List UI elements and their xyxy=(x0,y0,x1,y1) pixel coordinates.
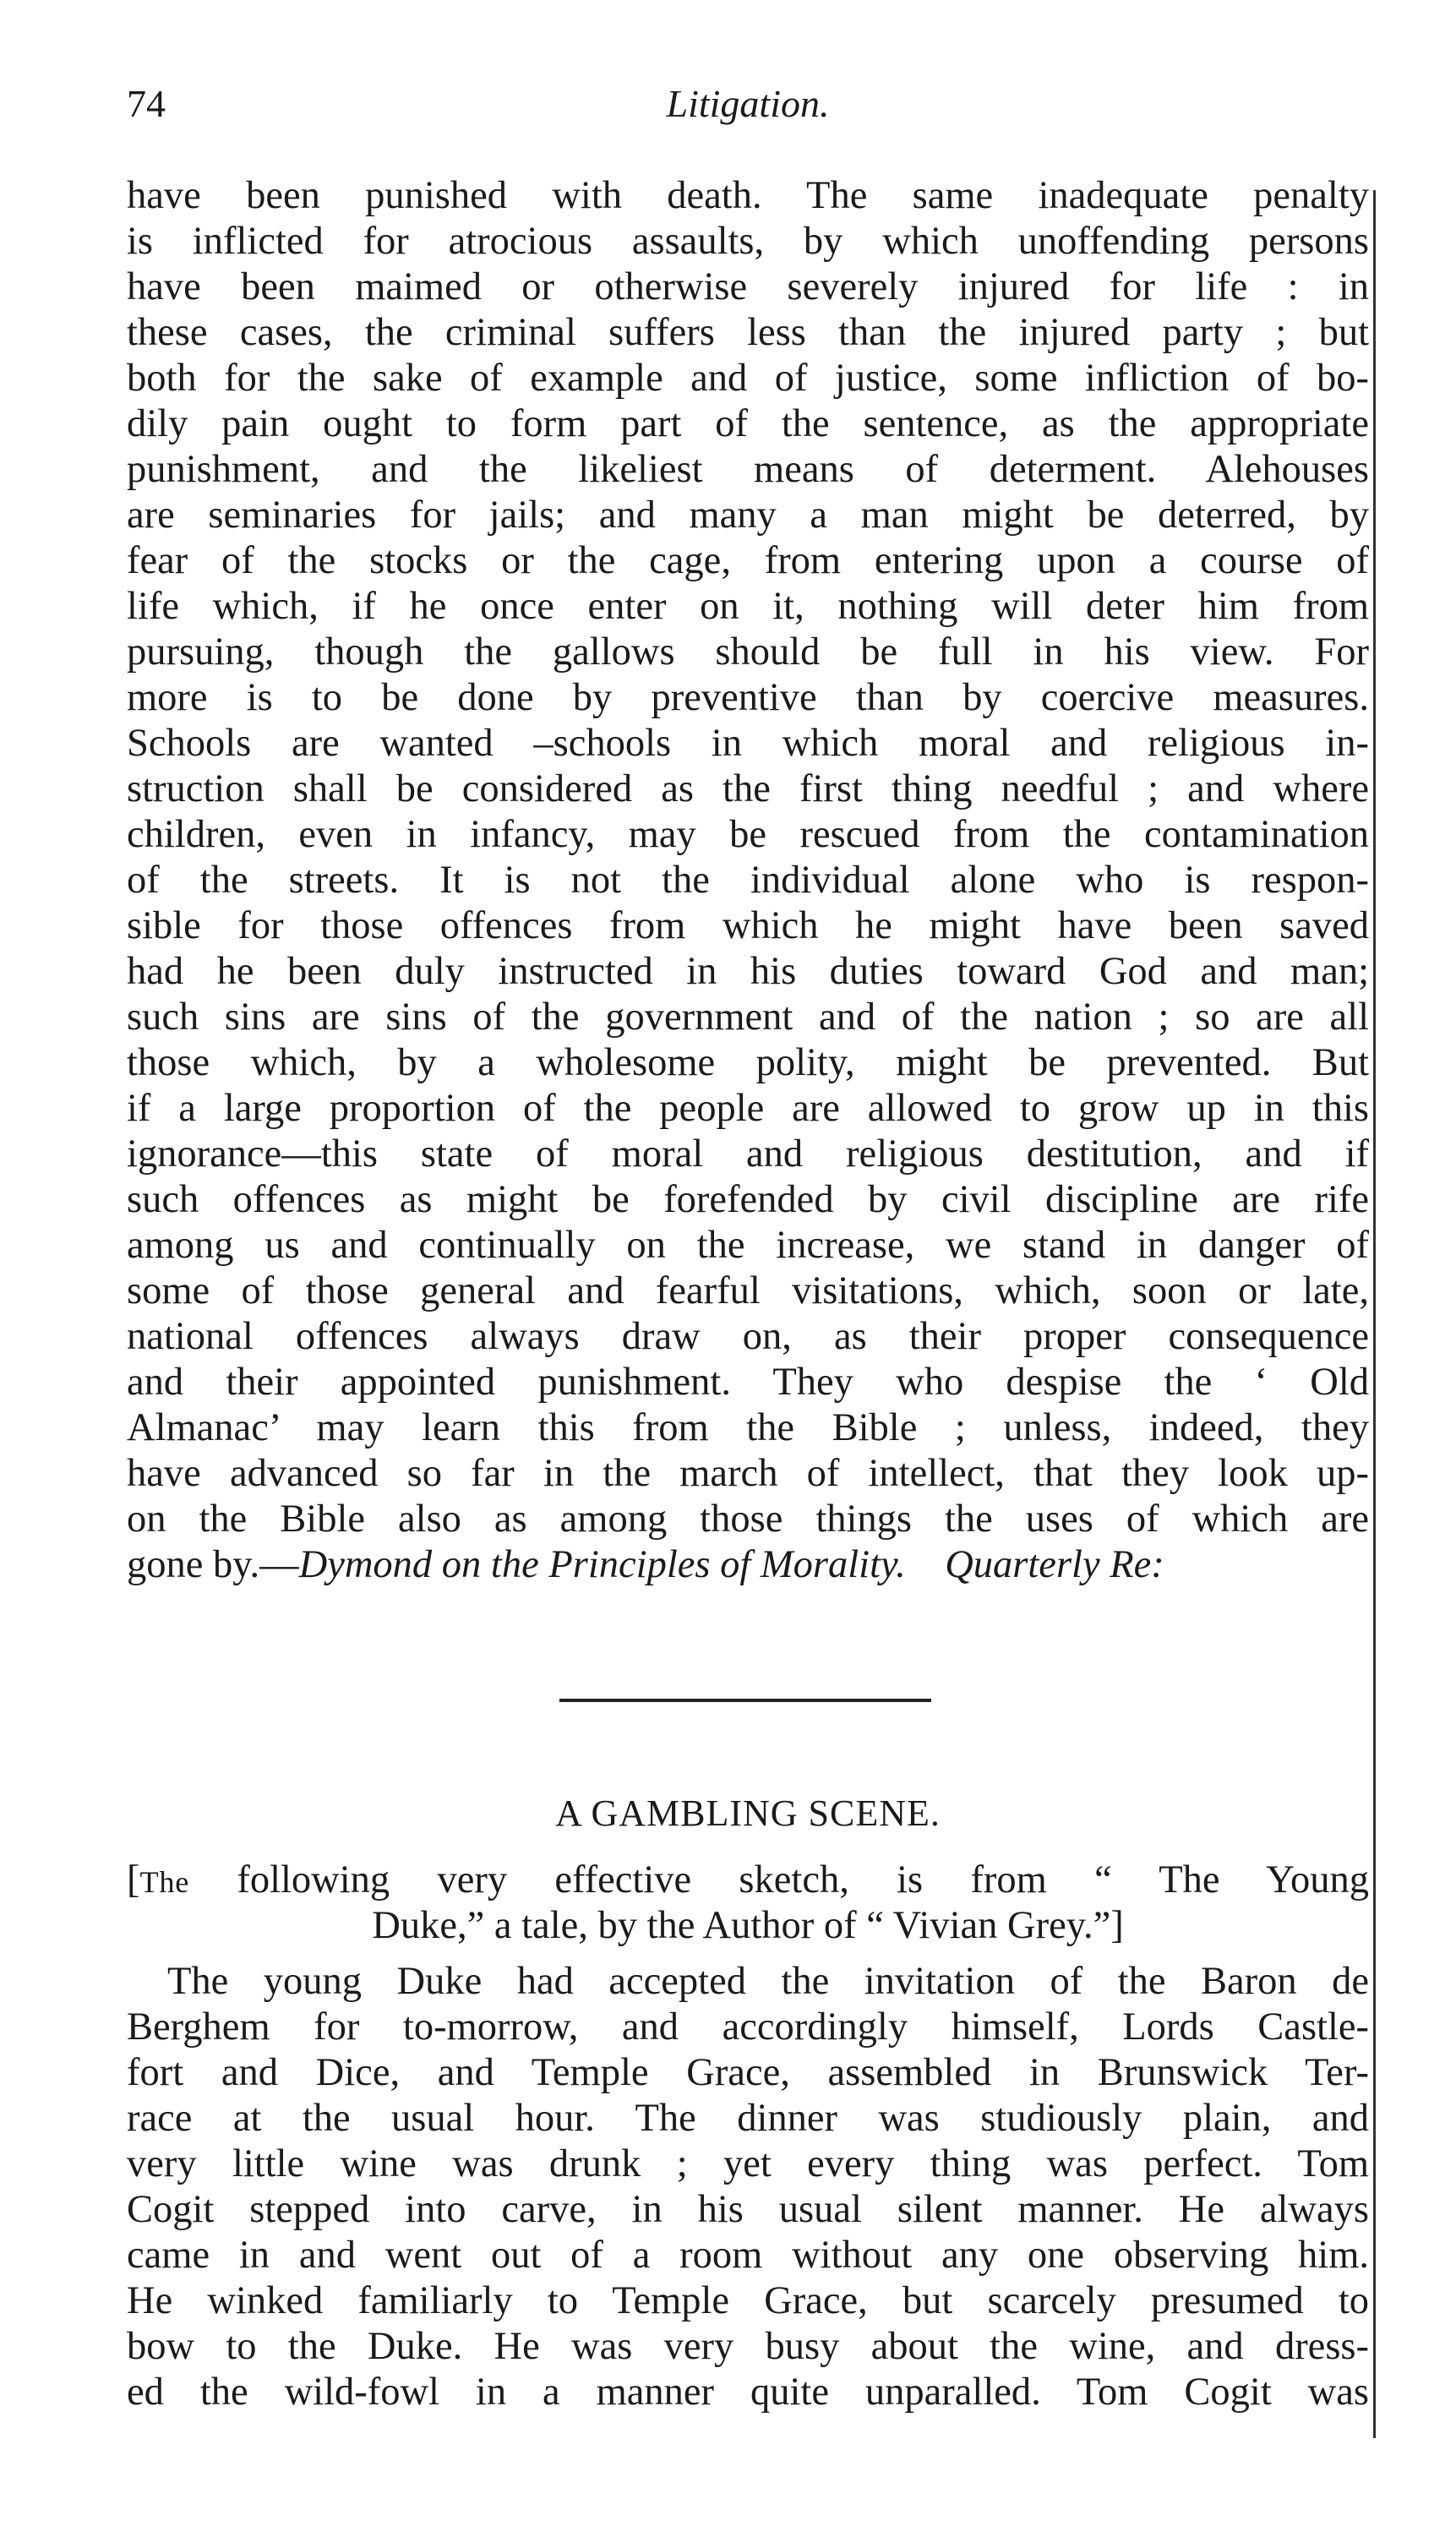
text-line: Almanac’ may learn this from the Bible ; unless, indeed, they xyxy=(127,1406,1369,1449)
section-title: A GAMBLING SCENE. xyxy=(555,1792,941,1834)
intro-line-1: [The following very effective sketch, is from “ The Young xyxy=(127,1858,1369,1901)
page-header xyxy=(127,81,1369,140)
text-line: on the Bible also as among those things the uses of which are xyxy=(127,1498,1369,1541)
page-edge-line xyxy=(1373,190,1376,2438)
text-line: have been maimed or otherwise severely injured for life : in xyxy=(127,265,1369,308)
text-line: The young Duke had accepted the invitation of the Baron de xyxy=(167,1960,1369,2003)
text-line: have advanced so far in the march of intellect, that they look up- xyxy=(127,1452,1369,1495)
article-gambling-text xyxy=(127,1959,1369,2415)
text-line: dily pain ought to form part of the sentence, as the appropriate xyxy=(127,402,1369,445)
section-divider xyxy=(559,1699,931,1702)
text-line: fort and Dice, and Temple Grace, assembled in Brunswick Ter- xyxy=(127,2051,1369,2094)
article-litigation-text xyxy=(127,173,1369,1588)
text-line: more is to be done by preventive than by coercive measures. xyxy=(127,676,1369,719)
text-line: He winked familiarly to Temple Grace, but scarcely presumed to xyxy=(127,2279,1369,2322)
text-line: race at the usual hour. The dinner was studiously plain, and xyxy=(127,2097,1369,2140)
text-line: among us and continually on the increase, we stand in danger of xyxy=(127,1224,1369,1267)
text-line: is inflicted for atrocious assaults, by which unoffending persons xyxy=(127,220,1369,263)
citation-source: Quarterly Re: xyxy=(945,1543,1164,1586)
text-line: children, even in infancy, may be rescued from the contamination xyxy=(127,813,1369,856)
text-line: Schools are wanted –schools in which moral and religious in- xyxy=(127,722,1369,765)
text-line: very little wine was drunk ; yet every thing was perfect. Tom xyxy=(127,2142,1369,2185)
text-line: ed the wild-fowl in a manner quite unparalled. Tom Cogit was xyxy=(127,2371,1369,2414)
text-line: and their appointed punishment. They who despise the ‘ Old xyxy=(127,1361,1369,1404)
text-line-citation xyxy=(127,1542,1369,1588)
text-line: if a large proportion of the people are allowed to grow up in this xyxy=(127,1087,1369,1130)
text-line: some of those general and fearful visitations, which, soon or late, xyxy=(127,1269,1369,1312)
running-title: Litigation. xyxy=(666,82,830,125)
text-line: ignorance—this state of moral and religious destitution, and if xyxy=(127,1132,1369,1176)
text-line: Cogit stepped into carve, in his usual silent manner. He always xyxy=(127,2188,1369,2231)
text-line: punishment, and the likeliest means of determent. Alehouses xyxy=(127,448,1369,491)
text-line: such offences as might be forefended by civil discipline are rife xyxy=(127,1178,1369,1221)
text-line: came in and went out of a room without any one observing him. xyxy=(127,2234,1369,2277)
text-line: these cases, the criminal suffers less than the injured party ; but xyxy=(127,311,1369,354)
article-intro xyxy=(127,1858,1369,1949)
text-line: bow to the Duke. He was very busy about the wine, and dress- xyxy=(127,2325,1369,2368)
text-line: are seminaries for jails; and many a man might be deterred, by xyxy=(127,494,1369,537)
text-line: of the streets. It is not the individual alone who is respon- xyxy=(127,859,1369,902)
text-line: Berghem for to-morrow, and accordingly himself, Lords Castle- xyxy=(127,2005,1369,2049)
text-line: struction shall be considered as the first thing needful ; and where xyxy=(127,767,1369,810)
text-line: had he been duly instructed in his duties toward God and man; xyxy=(127,950,1369,993)
text-line: life which, if he once enter on it, nothing will deter him from xyxy=(127,585,1369,628)
page-number: 74 xyxy=(127,82,166,125)
text-line: those which, by a wholesome polity, might be prevented. But xyxy=(127,1041,1369,1084)
intro-smallcaps: The xyxy=(139,1865,190,1899)
citation-lead: gone by.— xyxy=(127,1543,299,1586)
intro-line-2: Duke,” a tale, by the Author of “ Vivian Grey.”] xyxy=(372,1904,1124,1947)
text-line: fear of the stocks or the cage, from entering upon a course of xyxy=(127,539,1369,582)
text-line: pursuing, though the gallows should be full in his view. For xyxy=(127,630,1369,674)
citation-title: Dymond on the Principles of Morality. xyxy=(298,1543,906,1586)
text-line: such sins are sins of the government and of the nation ; so are all xyxy=(127,996,1369,1039)
text-line: have been punished with death. The same inadequate penalty xyxy=(127,174,1369,217)
text-line: national offences always draw on, as their proper consequence xyxy=(127,1315,1369,1358)
text-line: sible for those offences from which he might have been saved xyxy=(127,904,1369,947)
text-line: both for the sake of example and of justice, some infliction of bo- xyxy=(127,357,1369,400)
